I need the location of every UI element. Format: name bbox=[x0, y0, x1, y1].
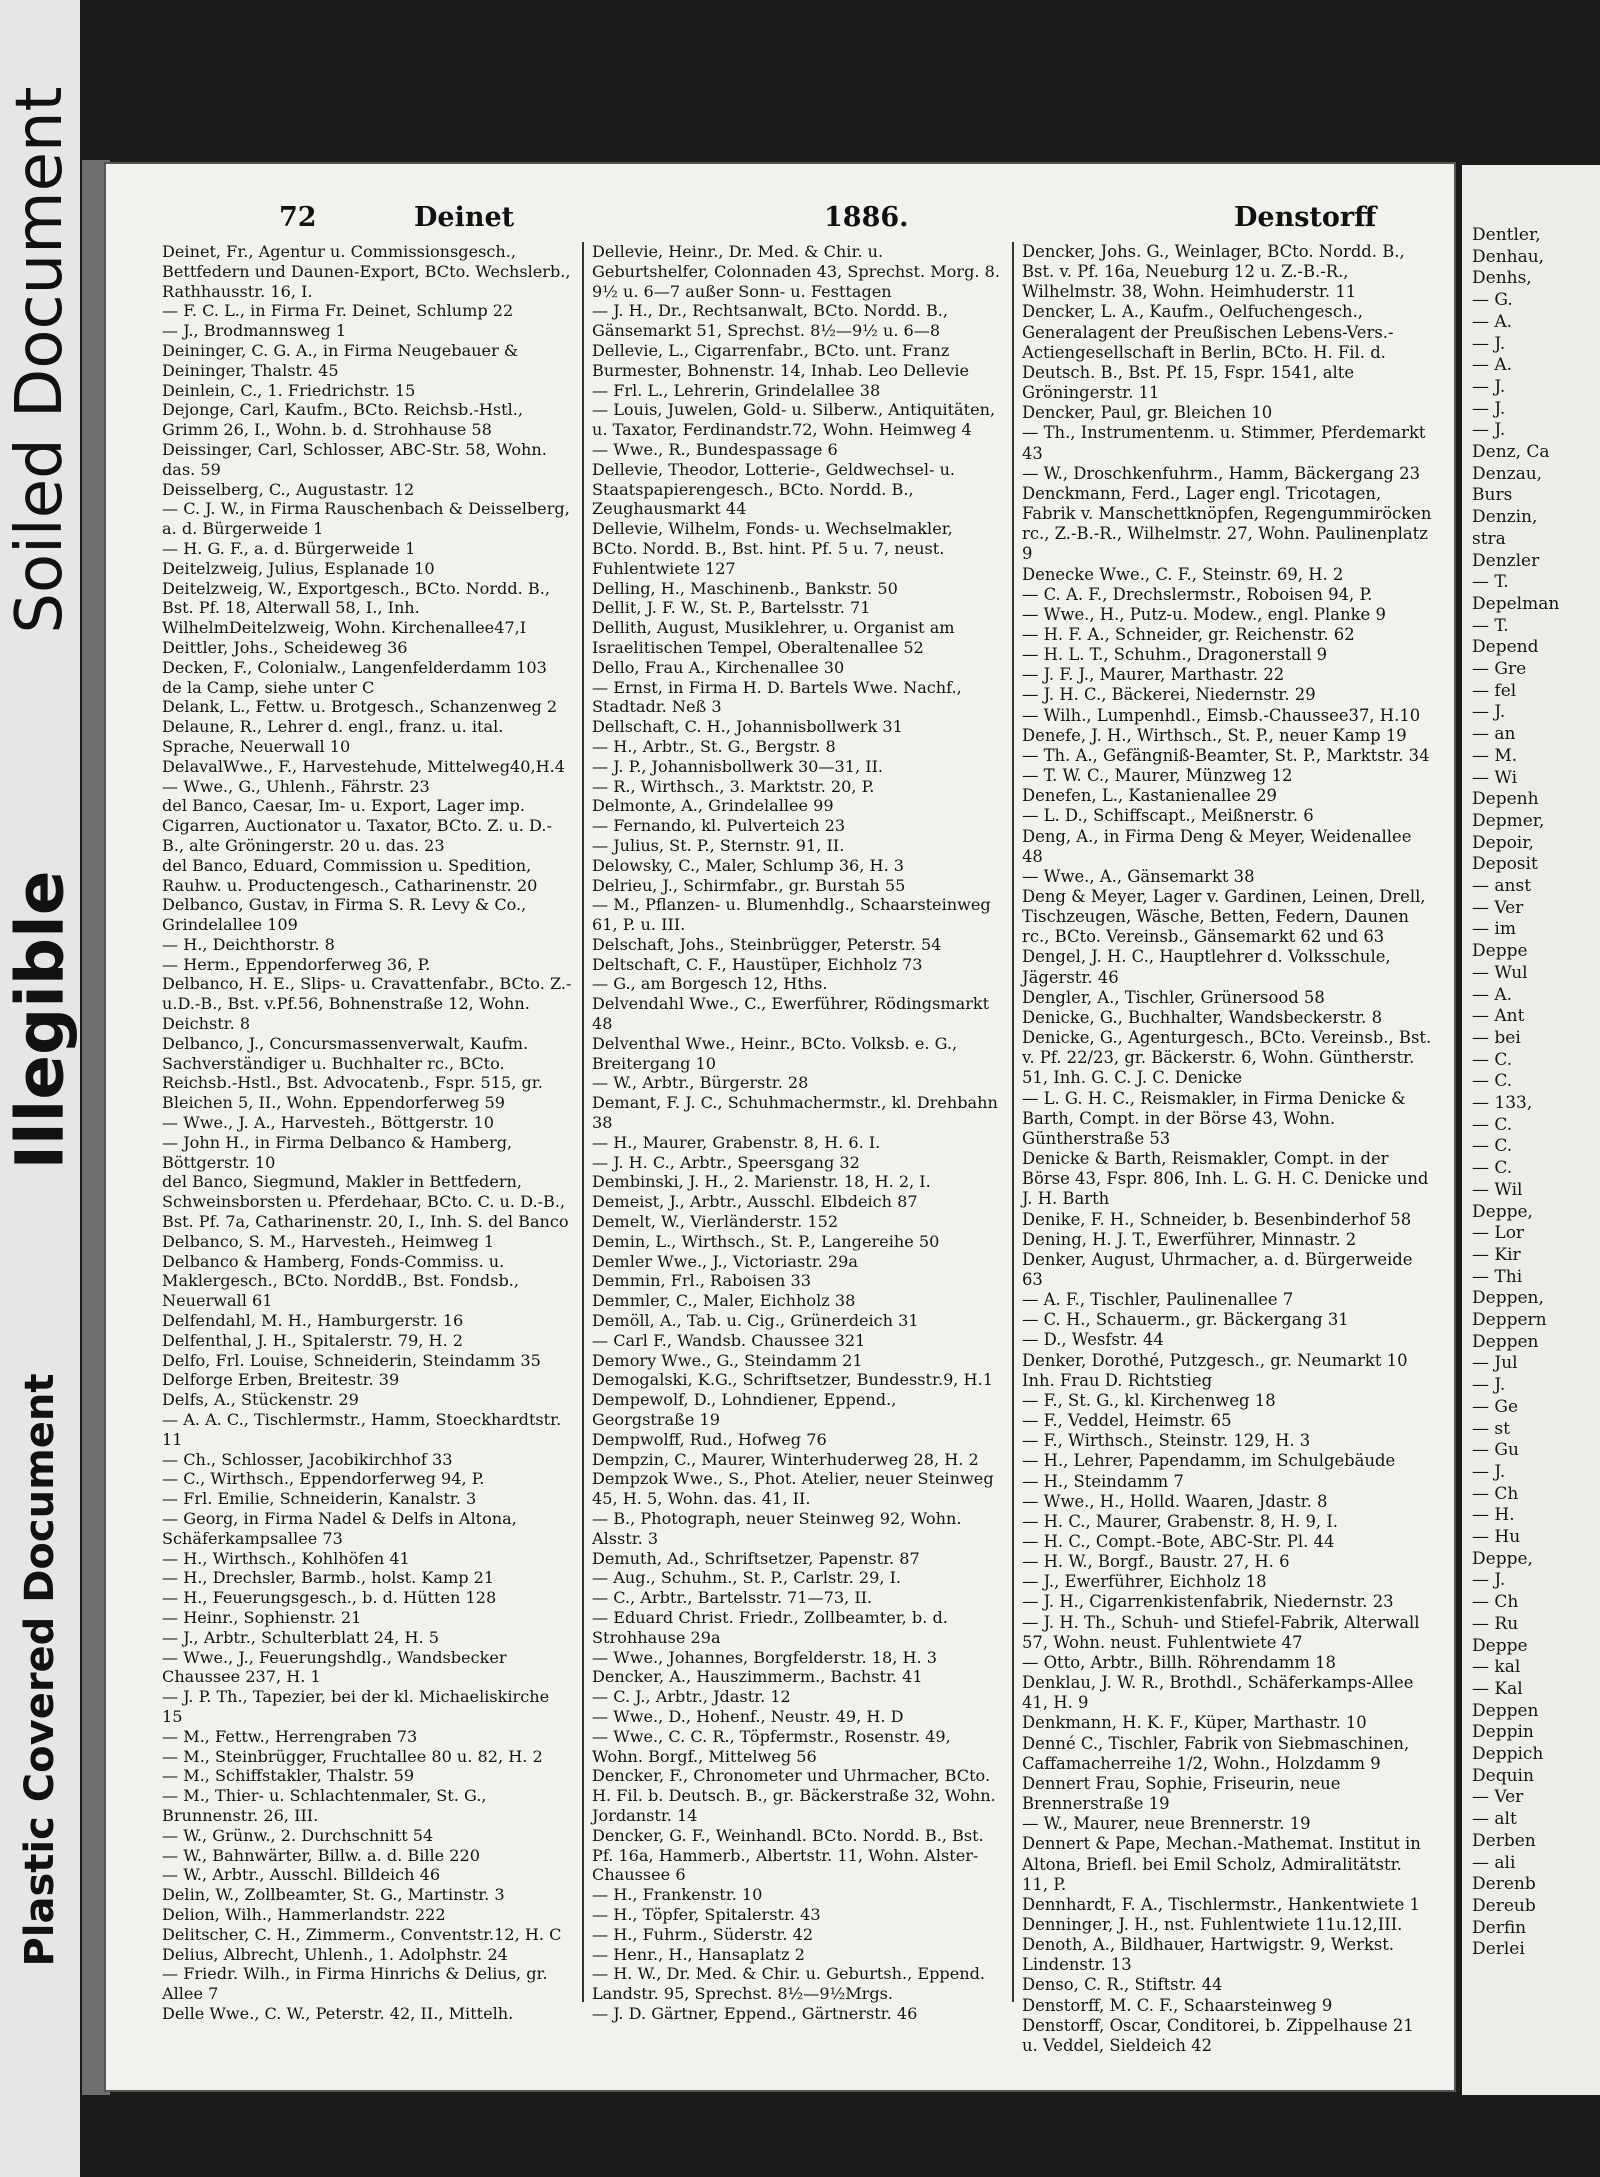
directory-entry: — F., Veddel, Heimstr. 65 bbox=[1022, 1411, 1232, 1431]
adjacent-page-text: Derfin bbox=[1472, 1917, 1527, 1938]
directory-entry: Delle Wwe., C. W., Peterstr. 42, II., Mittelh. bbox=[162, 2003, 514, 2023]
directory-entry: Denné C., Tischler, Fabrik von Siebmaschinen, Caffamacherreihe 1/2, Wohn., Holzdamm 9 bbox=[1022, 1733, 1410, 1773]
directory-entry: Denoth, A., Bildhauer, Hartwigstr. 9, Werkst. Lindenstr. 13 bbox=[1022, 1935, 1395, 1975]
directory-entry: — Frl. L., Lehrerin, Grindelallee 38 bbox=[592, 380, 881, 400]
directory-page bbox=[104, 162, 1456, 2092]
directory-entry: Denckmann, Ferd., Lager engl. Tricotagen, Fabrik v. Manschettknöpfen, Regengummiröcken rc., Z.-B.-R., Wilhelmstr. 27, Wohn. Paulinenplatz 9 bbox=[1022, 483, 1432, 564]
directory-entry: Delling, H., Maschinenb., Bankstr. 50 bbox=[592, 578, 898, 598]
adjacent-page-text: Derben bbox=[1472, 1830, 1536, 1851]
adjacent-page-text: — J. bbox=[1472, 333, 1506, 354]
adjacent-page-text: — Ant bbox=[1472, 1006, 1525, 1027]
directory-entry: — W., Droschkenfuhrm., Hamm, Bäckergang 23 bbox=[1022, 463, 1420, 483]
directory-entry: Demöll, A., Tab. u. Cig., Grünerdeich 31 bbox=[592, 1311, 919, 1331]
directory-entry: Dellevie, L., Cigarrenfabr., BCto. unt. Franz Burmester, Bohnenstr. 14, Inhab. Leo Dellevie bbox=[592, 340, 970, 380]
directory-entry: Delforge Erben, Breitestr. 39 bbox=[162, 1370, 400, 1390]
directory-entry: Delank, L., Fettw. u. Brotgesch., Schanzenweg 2 bbox=[162, 697, 558, 717]
directory-entry: — H., Frankenstr. 10 bbox=[592, 1885, 763, 1905]
adjacent-page-text: — Jul bbox=[1472, 1353, 1518, 1374]
directory-entry: — J., Arbtr., Schulterblatt 24, H. 5 bbox=[162, 1627, 440, 1647]
directory-entry: Delschaft, Johs., Steinbrügger, Peterstr. 54 bbox=[592, 934, 942, 954]
directory-entry: Delaune, R., Lehrer d. engl., franz. u. ital. Sprache, Neuerwall 10 bbox=[162, 717, 504, 756]
directory-entry: — Georg, in Firma Nadel & Delfs in Altona, Schäferkampsallee 73 bbox=[162, 1509, 517, 1548]
directory-entry: Dempzin, C., Maurer, Winterhuderweg 28, H. 2 bbox=[592, 1449, 979, 1469]
directory-entry: Deng, A., in Firma Deng & Meyer, Weidenallee 48 bbox=[1022, 826, 1412, 866]
directory-entry: — Wwe., Johannes, Borgfelderstr. 18, H. 3 bbox=[592, 1647, 938, 1667]
directory-entry: Delbanco, J., Concursmassenverwalt, Kaufm. Sachverständiger u. Buchhalter rc., BCto. Reichsb.-Hstl., Bst. Advocatenb., Fspr. 515, gr. Bleichen 5, II., Wohn. Eppendorferweg 59 bbox=[162, 1033, 543, 1113]
adjacent-page-text: — C. bbox=[1472, 1114, 1513, 1135]
adjacent-page-text: Deppe, bbox=[1472, 1548, 1533, 1569]
directory-entry: Demory Wwe., G., Steindamm 21 bbox=[592, 1350, 863, 1370]
directory-entry: de la Camp, siehe unter C bbox=[162, 677, 375, 697]
directory-entry: — W., Grünw., 2. Durchschnitt 54 bbox=[162, 1825, 434, 1845]
adjacent-page-text: — Ver bbox=[1472, 1787, 1524, 1808]
directory-entry: Denker, Dorothé, Putzgesch., gr. Neumarkt 10 Inh. Frau D. Richtstieg bbox=[1022, 1350, 1408, 1390]
adjacent-page-text: — bei bbox=[1472, 1027, 1521, 1048]
directory-entry: Deitelzweig, Julius, Esplanade 10 bbox=[162, 558, 435, 578]
adjacent-page-text: — C. bbox=[1472, 1049, 1513, 1070]
directory-entry: — W., Arbtr., Bürgerstr. 28 bbox=[592, 1073, 809, 1093]
adjacent-page-text: — T. bbox=[1472, 572, 1509, 593]
directory-entry: — M., Schiffstakler, Thalstr. 59 bbox=[162, 1766, 415, 1786]
directory-entry: Delmonte, A., Grindelallee 99 bbox=[592, 796, 834, 816]
adjacent-page-text: — ali bbox=[1472, 1852, 1516, 1873]
directory-entry: — Louis, Juwelen, Gold- u. Silberw., Antiquitäten, u. Taxator, Ferdinandstr.72, Wohn. Heimweg 4 bbox=[592, 400, 996, 440]
directory-entry: — H., Deichthorstr. 8 bbox=[162, 934, 335, 954]
adjacent-page-text: Deposit bbox=[1472, 854, 1538, 875]
directory-entry: — J. F. J., Maurer, Marthastr. 22 bbox=[1022, 665, 1285, 685]
directory-entry: Denninger, J. H., nst. Fuhlentwiete 11u.12,III. bbox=[1022, 1914, 1403, 1934]
adjacent-page-text: Depend bbox=[1472, 637, 1539, 658]
directory-entry: Dennert & Pape, Mechan.-Mathemat. Institut in Altona, Briefl. bei Emil Scholz, Admiralitätstr. 11, P. bbox=[1022, 1834, 1421, 1894]
adjacent-page-text: Dereub bbox=[1472, 1895, 1536, 1916]
adjacent-page-text: — Ch bbox=[1472, 1483, 1519, 1504]
directory-entry: del Banco, Eduard, Commission u. Spedition, Rauhw. u. Productengesch., Catharinenstr. 20 bbox=[162, 855, 538, 895]
directory-entry: Demant, F. J. C., Schuhmachermstr., kl. Drehbahn 38 bbox=[592, 1093, 998, 1133]
directory-entry: — H., Töpfer, Spitalerstr. 43 bbox=[592, 1904, 821, 1924]
directory-column-1 bbox=[162, 242, 572, 2024]
directory-entry: Deissinger, Carl, Schlosser, ABC-Str. 58, Wohn. das. 59 bbox=[162, 439, 547, 479]
adjacent-page-text: — anst bbox=[1472, 876, 1532, 896]
adjacent-page-text: Depenh bbox=[1472, 789, 1539, 810]
directory-entry: Dennert Frau, Sophie, Friseurin, neue Brennerstraße 19 bbox=[1022, 1773, 1341, 1814]
directory-entry: — B., Photograph, neuer Steinweg 92, Wohn. Alsstr. 3 bbox=[592, 1509, 962, 1548]
directory-entry: — W., Maurer, neue Brennerstr. 19 bbox=[1022, 1814, 1311, 1834]
adjacent-page-text: — st bbox=[1472, 1418, 1510, 1439]
directory-entry: — J. H., Dr., Rechtsanwalt, BCto. Nordd. B., Gänsemarkt 51, Sprechst. 8½—9½ u. 6—8 bbox=[592, 301, 949, 341]
header-last-entry: Denstorff bbox=[1234, 202, 1377, 233]
directory-entry: — John H., in Firma Delbanco & Hamberg, Böttgerstr. 10 bbox=[162, 1132, 513, 1172]
adjacent-page-text: Depoir, bbox=[1472, 832, 1534, 853]
directory-entry: Delbanco & Hamberg, Fonds-Commiss. u. Maklergesch., BCto. NorddB., Bst. Fondsb., Neuerwall 61 bbox=[162, 1251, 520, 1311]
directory-entry: — M., Pflanzen- u. Blumenhdlg., Schaarsteinweg 61, P. u. III. bbox=[592, 895, 991, 935]
directory-entry: — Wwe., D., Hohenf., Neustr. 49, H. D bbox=[592, 1706, 904, 1726]
adjacent-page-text: — fel bbox=[1472, 680, 1517, 701]
directory-entry: Dencker, G. F., Weinhandl. BCto. Nordd. B., Bst. Pf. 16a, Hammerb., Albertstr. 11, Wohn. Alster-Chaussee 6 bbox=[592, 1825, 984, 1885]
adjacent-page-text: Deppe bbox=[1472, 1635, 1528, 1656]
directory-entry: — M., Steinbrügger, Fruchtallee 80 u. 82, H. 2 bbox=[162, 1746, 543, 1766]
directory-entry: Denklau, J. W. R., Brothdl., Schäferkamps-Allee 41, H. 9 bbox=[1022, 1673, 1414, 1713]
directory-entry: — Aug., Schuhm., St. P., Carlstr. 29, I. bbox=[592, 1568, 902, 1588]
adjacent-page-text: — T. bbox=[1472, 615, 1509, 636]
directory-column-2 bbox=[592, 242, 1002, 2024]
adjacent-page-text: Deppern bbox=[1472, 1310, 1547, 1330]
directory-entry: — Wwe., H., Holld. Waaren, Jdastr. 8 bbox=[1022, 1491, 1328, 1511]
side-label-illegible: Illegible bbox=[1, 870, 79, 1170]
directory-entry: Dencker, F., Chronometer und Uhrmacher, BCto. H. Fil. b. Deutsch. B., gr. Bäckerstraße 32, Wohn. Jordanstr. 14 bbox=[592, 1766, 996, 1825]
adjacent-page-text: Deppe, bbox=[1472, 1201, 1533, 1222]
directory-entry: Denstorff, Oscar, Conditorei, b. Zippelhause 21 u. Veddel, Sieldeich 42 bbox=[1022, 2015, 1414, 2055]
directory-entry: Denike, F. H., Schneider, b. Besenbinderhof 58 bbox=[1022, 1209, 1412, 1229]
directory-entry: — Wwe., J., Feuerungshdlg., Wandsbecker Chaussee 237, H. 1 bbox=[162, 1647, 507, 1687]
directory-entry: Dembinski, J. H., 2. Marienstr. 18, H. 2, I. bbox=[592, 1172, 931, 1192]
adjacent-page-text: Depelman bbox=[1472, 593, 1560, 614]
adjacent-page-text: — J. bbox=[1472, 702, 1506, 723]
directory-entry: — Otto, Arbtr., Billh. Röhrendamm 18 bbox=[1022, 1652, 1336, 1672]
directory-entry: Delfenthal, J. H., Spitalerstr. 79, H. 2 bbox=[162, 1330, 464, 1350]
adjacent-page-text: Denz, Ca bbox=[1472, 442, 1550, 462]
directory-entry: Demeist, J., Arbtr., Ausschl. Elbdeich 87 bbox=[592, 1192, 918, 1212]
adjacent-page-text: — A. bbox=[1472, 984, 1513, 1005]
directory-entry: — H. F. A., Schneider, gr. Reichenstr. 62 bbox=[1022, 624, 1355, 644]
adjacent-page-text: — C. bbox=[1472, 1158, 1513, 1179]
directory-entry: Demogalski, K.G., Schriftsetzer, Bundesstr.9, H.1 bbox=[592, 1370, 993, 1390]
adjacent-page-text: — G. bbox=[1472, 290, 1513, 311]
adjacent-page-text: — J. bbox=[1472, 398, 1506, 419]
directory-entry: — J. P., Johannisbollwerk 30—31, II. bbox=[592, 756, 884, 776]
directory-entry: Denefen, L., Kastanienallee 29 bbox=[1022, 786, 1277, 806]
directory-entry: — A. A. C., Tischlermstr., Hamm, Stoeckhardtstr. 11 bbox=[162, 1410, 562, 1449]
adjacent-page-text: — Wil bbox=[1472, 1179, 1523, 1200]
directory-entry: — H. W., Dr. Med. & Chir. u. Geburtsh., Eppend. Landstr. 95, Sprechst. 8½—9½Mrgs. bbox=[592, 1964, 986, 2004]
directory-entry: — Wilh., Lumpenhdl., Eimsb.-Chaussee37, H.10 bbox=[1022, 705, 1421, 725]
directory-entry: — J. H. Th., Schuh- und Stiefel-Fabrik, Alterwall 57, Wohn. neust. Fuhlentwiete 47 bbox=[1022, 1612, 1420, 1652]
directory-entry: Deitelzweig, W., Exportgesch., BCto. Nordd. B., Bst. Pf. 18, Alterwall 58, I., Inh. WilhelmDeitelzweig, Wohn. Kirchenallee47,I bbox=[162, 578, 550, 638]
directory-entry: — Fernando, kl. Pulverteich 23 bbox=[592, 816, 846, 836]
directory-entry: — H. C., Maurer, Grabenstr. 8, H. 9, I. bbox=[1022, 1511, 1338, 1531]
directory-entry: Decken, F., Colonialw., Langenfelderdamm 103 bbox=[162, 657, 547, 677]
directory-entry: Denstorff, M. C. F., Schaarsteinweg 9 bbox=[1022, 1995, 1333, 2015]
directory-entry: — C. A. F., Drechslermstr., Roboisen 94, P. bbox=[1022, 584, 1373, 604]
directory-entry: — J., Ewerführer, Eichholz 18 bbox=[1022, 1572, 1267, 1592]
adjacent-page-text: — J. bbox=[1472, 1375, 1506, 1396]
adjacent-page-text: — J. bbox=[1472, 1461, 1506, 1482]
directory-entry: — A. F., Tischler, Paulinenallee 7 bbox=[1022, 1290, 1294, 1310]
adjacent-page-text: — Ge bbox=[1472, 1396, 1519, 1417]
adjacent-page-text: — A. bbox=[1472, 311, 1513, 332]
directory-entry: — J. P. Th., Tapezier, bei der kl. Michaeliskirche 15 bbox=[162, 1687, 550, 1726]
adjacent-page-text: — Gre bbox=[1472, 659, 1527, 679]
directory-entry: — Ch., Schlosser, Jacobikirchhof 33 bbox=[162, 1449, 453, 1469]
directory-entry: Delitscher, C. H., Zimmerm., Conventstr.12, H. C bbox=[162, 1924, 562, 1944]
adjacent-page-text: Denhau, bbox=[1472, 246, 1545, 267]
adjacent-page-text: — Kir bbox=[1472, 1244, 1521, 1265]
directory-entry: — Th. A., Gefängniß-Beamter, St. P., Marktstr. 34 bbox=[1022, 745, 1430, 765]
adjacent-page-text: — Wul bbox=[1472, 962, 1528, 983]
directory-entry: — Heinr., Sophienstr. 21 bbox=[162, 1607, 362, 1627]
adjacent-page-text: Denzin, bbox=[1472, 507, 1538, 528]
directory-entry: Dello, Frau A., Kirchenallee 30 bbox=[592, 657, 845, 677]
adjacent-page-text: Denzau, bbox=[1472, 463, 1543, 484]
directory-entry: — Herm., Eppendorferweg 36, P. bbox=[162, 954, 431, 974]
directory-entry: Denkmann, H. K. F., Küper, Marthastr. 10 bbox=[1022, 1713, 1367, 1733]
directory-entry: Dellevie, Wilhelm, Fonds- u. Wechselmakler, BCto. Nordd. B., Bst. hint. Pf. 5 u. 7, neust. Fuhlentwiete 127 bbox=[592, 519, 953, 578]
directory-entry: — J., Brodmannsweg 1 bbox=[162, 321, 347, 341]
adjacent-page-text: — J. bbox=[1472, 376, 1506, 397]
adjacent-page-text: — Hu bbox=[1472, 1527, 1521, 1547]
directory-entry: Dellevie, Heinr., Dr. Med. & Chir. u. Geburtshelfer, Colonnaden 43, Sprechst. Morg. 8. 9½ u. 6—7 außer Sonn- u. Festtagen bbox=[592, 242, 1000, 301]
directory-entry: del Banco, Caesar, Im- u. Export, Lager imp. Cigarren, Auctionator u. Taxator, BCto. Z. u. D.-B., alte Gröningerstr. 20 u. das. 23 bbox=[162, 796, 552, 855]
adjacent-page-text: — an bbox=[1472, 724, 1516, 745]
adjacent-page-text: — J. bbox=[1472, 420, 1506, 441]
directory-entry: — H., Arbtr., St. G., Bergstr. 8 bbox=[592, 736, 836, 756]
page-number: 72 bbox=[279, 202, 317, 233]
directory-entry: — D., Wesfstr. 44 bbox=[1022, 1330, 1164, 1350]
adjacent-page-text: — 133, bbox=[1472, 1093, 1533, 1113]
directory-entry: Demuth, Ad., Schriftsetzer, Papenstr. 87 bbox=[592, 1548, 920, 1568]
directory-entry: — Friedr. Wilh., in Firma Hinrichs & Delius, gr. Allee 7 bbox=[162, 1964, 548, 2004]
adjacent-page-text: Derlei bbox=[1472, 1939, 1525, 1960]
directory-entry: Deltschaft, C. F., Haustüper, Eichholz 73 bbox=[592, 954, 923, 974]
directory-entry: Demelt, W., Vierländerstr. 152 bbox=[592, 1212, 839, 1232]
adjacent-page-text: Dentler, bbox=[1472, 225, 1541, 245]
directory-entry: Delrieu, J., Schirmfabr., gr. Burstah 55 bbox=[592, 875, 906, 895]
adjacent-page-text: Denzler bbox=[1472, 550, 1540, 571]
directory-entry: Dencker, A., Hauszimmerm., Bachstr. 41 bbox=[592, 1667, 923, 1687]
directory-entry: del Banco, Siegmund, Makler in Bettfedern, Schweinsborsten u. Pferdehaar, BCto. C. u. D.-B., Bst. Pf. 7a, Catharinenstr. 20, I., Inh. S. del Banco bbox=[162, 1172, 569, 1232]
directory-entry: — M., Thier- u. Schlachtenmaler, St. G., Brunnenstr. 26, III. bbox=[162, 1786, 487, 1825]
directory-entry: Deinet, Fr., Agentur u. Commissionsgesch., Bettfedern und Daunen-Export, BCto. Wechslerb., Rathhausstr. 16, I. bbox=[162, 242, 571, 301]
adjacent-page-text: — Gu bbox=[1472, 1440, 1519, 1461]
adjacent-page-text: Deppin bbox=[1472, 1722, 1534, 1743]
directory-entry: — C. J. W., in Firma Rauschenbach & Deisselberg, a. d. Bürgerweide 1 bbox=[162, 499, 570, 539]
directory-entry: — Wwe., R., Bundespassage 6 bbox=[592, 439, 838, 459]
adjacent-page-text: Depmer, bbox=[1472, 810, 1545, 831]
directory-entry: Deininger, C. G. A., in Firma Neugebauer & Deininger, Thalstr. 45 bbox=[162, 340, 519, 380]
adjacent-page-text: — Ru bbox=[1472, 1613, 1519, 1634]
directory-entry: — L. D., Schiffscapt., Meißnerstr. 6 bbox=[1022, 806, 1314, 826]
adjacent-page-text: — Ch bbox=[1472, 1592, 1519, 1613]
directory-entry: Denecke Wwe., C. F., Steinstr. 69, H. 2 bbox=[1022, 564, 1344, 584]
adjacent-page-text: — Wi bbox=[1472, 767, 1518, 788]
directory-entry: Delfs, A., Stückenstr. 29 bbox=[162, 1390, 359, 1410]
adjacent-page-text: Deppe bbox=[1472, 941, 1528, 962]
adjacent-page-text: — Ver bbox=[1472, 897, 1524, 918]
directory-entry: Delion, Wilh., Hammerlandstr. 222 bbox=[162, 1904, 446, 1924]
directory-entry: Dellit, J. F. W., St. P., Bartelsstr. 71 bbox=[592, 598, 871, 618]
directory-entry: — C., Wirthsch., Eppendorferweg 94, P. bbox=[162, 1469, 485, 1489]
directory-entry: — H., Steindamm 7 bbox=[1022, 1471, 1184, 1491]
directory-entry: Delbanco, H. E., Slips- u. Cravattenfabr., BCto. Z.-u.D.-B., Bst. v.Pf.56, Bohnenstraße 12, Wohn. Deichstr. 8 bbox=[162, 974, 572, 1034]
directory-column-3 bbox=[1022, 242, 1432, 2056]
directory-entry: — Wwe., J. A., Harvesteh., Böttgerstr. 10 bbox=[162, 1113, 495, 1133]
directory-entry: Delius, Albrecht, Uhlenh., 1. Adolphstr. 24 bbox=[162, 1944, 508, 1964]
directory-entry: — F., Wirthsch., Steinstr. 129, H. 3 bbox=[1022, 1431, 1311, 1451]
directory-entry: Dellschaft, C. H., Johannisbollwerk 31 bbox=[592, 717, 903, 737]
directory-entry: — Eduard Christ. Friedr., Zollbeamter, b. d. Strohhause 29a bbox=[592, 1607, 948, 1647]
directory-entry: — Ernst, in Firma H. D. Bartels Wwe. Nachf., Stadtadr. Neß 3 bbox=[592, 677, 962, 717]
directory-entry: — H., Maurer, Grabenstr. 8, H. 6. I. bbox=[592, 1132, 881, 1152]
directory-entry: — H., Drechsler, Barmb., holst. Kamp 21 bbox=[162, 1568, 495, 1588]
directory-entry: Denso, C. R., Stiftstr. 44 bbox=[1022, 1975, 1223, 1995]
directory-entry: — M., Fettw., Herrengraben 73 bbox=[162, 1726, 418, 1746]
directory-entry: Delbanco, Gustav, in Firma S. R. Levy & Co., Grindelallee 109 bbox=[162, 895, 527, 935]
adjacent-page-text: — Thi bbox=[1472, 1266, 1523, 1287]
adjacent-page-text: — M. bbox=[1472, 745, 1518, 766]
directory-entry: — L. G. H. C., Reismakler, in Firma Denicke & Barth, Compt. in der Börse 43, Wohn. Güntherstraße 53 bbox=[1022, 1088, 1406, 1148]
directory-entry: — Carl F., Wandsb. Chaussee 321 bbox=[592, 1330, 866, 1350]
directory-entry: Denefe, J. H., Wirthsch., St. P., neuer Kamp 19 bbox=[1022, 725, 1407, 745]
header-first-entry: Deinet bbox=[414, 202, 515, 233]
header-year: 1886. bbox=[824, 202, 909, 233]
adjacent-page-text: — Lor bbox=[1472, 1223, 1525, 1244]
adjacent-page-text: — alt bbox=[1472, 1809, 1517, 1830]
adjacent-page-text: Deppen bbox=[1472, 1700, 1539, 1721]
directory-entry: Dencker, Paul, gr. Bleichen 10 bbox=[1022, 403, 1273, 423]
directory-entry: DelavalWwe., F., Harvestehude, Mittelweg40,H.4 bbox=[162, 756, 565, 776]
directory-entry: — C., Arbtr., Bartelsstr. 71—73, II. bbox=[592, 1588, 873, 1608]
directory-entry: — J. H. C., Bäckerei, Niedernstr. 29 bbox=[1022, 685, 1316, 705]
directory-entry: — Wwe., C. C. R., Töpfermstr., Rosenstr. 49, Wohn. Borgf., Mittelweg 56 bbox=[592, 1726, 951, 1766]
directory-entry: — R., Wirthsch., 3. Marktstr. 20, P. bbox=[592, 776, 875, 796]
adjacent-page-text: Dequin bbox=[1472, 1765, 1534, 1786]
directory-entry: — F., St. G., kl. Kirchenweg 18 bbox=[1022, 1390, 1276, 1410]
directory-entry: — H. G. F., a. d. Bürgerweide 1 bbox=[162, 538, 416, 558]
directory-entry: — H., Wirthsch., Kohlhöfen 41 bbox=[162, 1548, 410, 1568]
directory-entry: Dempzok Wwe., S., Phot. Atelier, neuer Steinweg 45, H. 5, Wohn. das. 41, II. bbox=[592, 1469, 994, 1509]
directory-entry: Dellevie, Theodor, Lotterie-, Geldwechsel- u. Staatspapierengesch., BCto. Nordd. B., Zeughausmarkt 44 bbox=[592, 459, 956, 519]
directory-entry: — T. W. C., Maurer, Münzweg 12 bbox=[1022, 766, 1293, 786]
adjacent-page-text: Deppen, bbox=[1472, 1288, 1544, 1309]
directory-entry: — W., Arbtr., Ausschl. Billdeich 46 bbox=[162, 1865, 441, 1885]
column-divider bbox=[1012, 242, 1014, 2002]
directory-entry: Delin, W., Zollbeamter, St. G., Martinstr. 3 bbox=[162, 1885, 505, 1905]
directory-entry: — J. H. C., Arbtr., Speersgang 32 bbox=[592, 1152, 860, 1172]
directory-entry: — H., Feuerungsgesch., b. d. Hütten 128 bbox=[162, 1588, 497, 1608]
adjacent-page-text: stra bbox=[1472, 528, 1506, 549]
directory-entry: — C. H., Schauerm., gr. Bäckergang 31 bbox=[1022, 1310, 1349, 1330]
directory-entry: Demin, L., Wirthsch., St. P., Langereihe 50 bbox=[592, 1231, 940, 1251]
directory-entry: Denicke & Barth, Reismakler, Compt. in der Börse 43, Fspr. 806, Inh. L. G. H. C. Denicke und J. H. Barth bbox=[1022, 1149, 1429, 1209]
directory-entry: — F. C. L., in Firma Fr. Deinet, Schlump 22 bbox=[162, 301, 514, 321]
directory-entry: Delfendahl, M. H., Hamburgerstr. 16 bbox=[162, 1311, 464, 1331]
directory-entry: — H. W., Borgf., Baustr. 27, H. 6 bbox=[1022, 1552, 1290, 1572]
adjacent-page-text: Deppen bbox=[1472, 1331, 1539, 1352]
page-header bbox=[184, 202, 1404, 242]
directory-entry: Dencker, L. A., Kaufm., Oelfuchengesch., Generalagent der Preußischen Lebens-Vers.-Actiengesellschaft in Berlin, BCto. H. Fil. d. Deutsch. B., Bst. Pf. 15, Fspr. 1541, alte Gröningerstr. 11 bbox=[1022, 302, 1394, 403]
directory-entry: Deinlein, C., 1. Friedrichstr. 15 bbox=[162, 380, 416, 400]
directory-entry: Dennhardt, F. A., Tischlermstr., Hankentwiete 1 bbox=[1022, 1894, 1420, 1914]
directory-entry: Dellith, August, Musiklehrer, u. Organist am Israelitischen Tempel, Oberaltenallee 52 bbox=[592, 618, 955, 657]
directory-entry: Dengel, J. H. C., Hauptlehrer d. Volksschule, Jägerstr. 46 bbox=[1022, 947, 1391, 987]
adjacent-page-text: — J. bbox=[1472, 1570, 1506, 1591]
adjacent-page-text: Deppich bbox=[1472, 1744, 1544, 1764]
directory-entry: Deisselberg, C., Augustastr. 12 bbox=[162, 479, 415, 499]
directory-entry: Deng & Meyer, Lager v. Gardinen, Leinen, Drell, Tischzeugen, Wäsche, Betten, Federn, Daunen rc., BCto. Vereinsb., Gänsemarkt 62 und 63 bbox=[1022, 887, 1426, 947]
directory-entry: — H. L. T., Schuhm., Dragonerstall 9 bbox=[1022, 645, 1328, 665]
adjacent-page-text: Burs bbox=[1472, 485, 1513, 506]
side-label-plastic-covered: Plastic Covered Document bbox=[17, 1373, 63, 1967]
adjacent-page-fragment bbox=[1462, 165, 1600, 2095]
directory-entry: — J. D. Gärtner, Eppend., Gärtnerstr. 46 bbox=[592, 2003, 918, 2023]
directory-entry: Delvendahl Wwe., C., Ewerführer, Rödingsmarkt 48 bbox=[592, 994, 990, 1034]
directory-entry: — H., Fuhrm., Süderstr. 42 bbox=[592, 1924, 814, 1944]
directory-entry: Dening, H. J. T., Ewerführer, Minnastr. 2 bbox=[1022, 1229, 1357, 1249]
directory-entry: Demmler, C., Maler, Eichholz 38 bbox=[592, 1291, 856, 1311]
directory-entry: Dempwolff, Rud., Hofweg 76 bbox=[592, 1429, 827, 1449]
column-divider bbox=[582, 242, 584, 2002]
directory-entry: — Wwe., H., Putz-u. Modew., engl. Planke 9 bbox=[1022, 604, 1386, 624]
directory-entry: Dejonge, Carl, Kaufm., BCto. Reichsb.-Hstl., Grimm 26, I., Wohn. b. d. Strohhause 58 bbox=[162, 400, 524, 440]
directory-entry: Denker, August, Uhrmacher, a. d. Bürgerweide 63 bbox=[1022, 1249, 1413, 1289]
directory-entry: — Wwe., G., Uhlenh., Fährstr. 23 bbox=[162, 776, 430, 796]
directory-entry: Delowsky, C., Maler, Schlump 36, H. 3 bbox=[592, 855, 905, 875]
directory-entry: Demmin, Frl., Raboisen 33 bbox=[592, 1271, 812, 1291]
directory-entry: — C. J., Arbtr., Jdastr. 12 bbox=[592, 1687, 791, 1707]
directory-entry: Dencker, Johs. G., Weinlager, BCto. Nordd. B., Bst. v. Pf. 16a, Neueburg 12 u. Z.-B.-R., Wilhelmstr. 38, Wohn. Heimhuderstr. 11 bbox=[1022, 242, 1405, 302]
adjacent-page-text: — C. bbox=[1472, 1071, 1513, 1092]
directory-entry: Dempewolf, D., Lohndiener, Eppend., Georgstraße 19 bbox=[592, 1390, 897, 1430]
directory-entry: Denicke, G., Buchhalter, Wandsbeckerstr. 8 bbox=[1022, 1007, 1383, 1027]
directory-entry: — Julius, St. P., Sternstr. 91, II. bbox=[592, 835, 845, 855]
adjacent-page-text: — A. bbox=[1472, 355, 1513, 376]
directory-entry: — J. H., Cigarrenkistenfabrik, Niedernstr. 23 bbox=[1022, 1592, 1394, 1612]
side-label-soiled: Soiled Document bbox=[3, 86, 77, 634]
directory-entry: — G., am Borgesch 12, Hths. bbox=[592, 974, 828, 994]
adjacent-page-text: Derenb bbox=[1472, 1874, 1536, 1895]
directory-entry: — Frl. Emilie, Schneiderin, Kanalstr. 3 bbox=[162, 1489, 477, 1509]
adjacent-page-text: — C. bbox=[1472, 1136, 1513, 1157]
directory-entry: Dengler, A., Tischler, Grünersood 58 bbox=[1022, 987, 1325, 1007]
adjacent-page-text: Denhs, bbox=[1472, 268, 1532, 289]
adjacent-page-text: — H. bbox=[1472, 1505, 1515, 1526]
directory-entry: Delfo, Frl. Louise, Schneiderin, Steindamm 35 bbox=[162, 1350, 541, 1370]
directory-entry: Demler Wwe., J., Victoriastr. 29a bbox=[592, 1251, 858, 1271]
directory-entry: — Wwe., A., Gänsemarkt 38 bbox=[1022, 866, 1255, 886]
directory-entry: — Henr., H., Hansaplatz 2 bbox=[592, 1944, 805, 1964]
adjacent-page-text: — Kal bbox=[1472, 1678, 1523, 1699]
directory-entry: Delventhal Wwe., Heinr., BCto. Volksb. e. G., Breitergang 10 bbox=[592, 1033, 958, 1073]
directory-entry: Delbanco, S. M., Harvesteh., Heimweg 1 bbox=[162, 1231, 495, 1251]
directory-entry: — H., Lehrer, Papendamm, im Schulgebäude bbox=[1022, 1451, 1396, 1471]
directory-entry: — W., Bahnwärter, Billw. a. d. Bille 220 bbox=[162, 1845, 480, 1865]
adjacent-page-text: — kal bbox=[1472, 1657, 1521, 1678]
directory-entry: Denicke, G., Agenturgesch., BCto. Vereinsb., Bst. v. Pf. 22/23, gr. Bäckerstr. 6, Wohn. Güntherstr. 51, Inh. G. C. J. C. Denicke bbox=[1022, 1028, 1432, 1088]
directory-entry: — Th., Instrumentenm. u. Stimmer, Pferdemarkt 43 bbox=[1022, 423, 1426, 463]
directory-entry: Deittler, Johs., Scheideweg 36 bbox=[162, 637, 408, 657]
directory-entry: — H. C., Compt.-Bote, ABC-Str. Pl. 44 bbox=[1022, 1532, 1335, 1551]
adjacent-page-text: — im bbox=[1472, 919, 1516, 940]
